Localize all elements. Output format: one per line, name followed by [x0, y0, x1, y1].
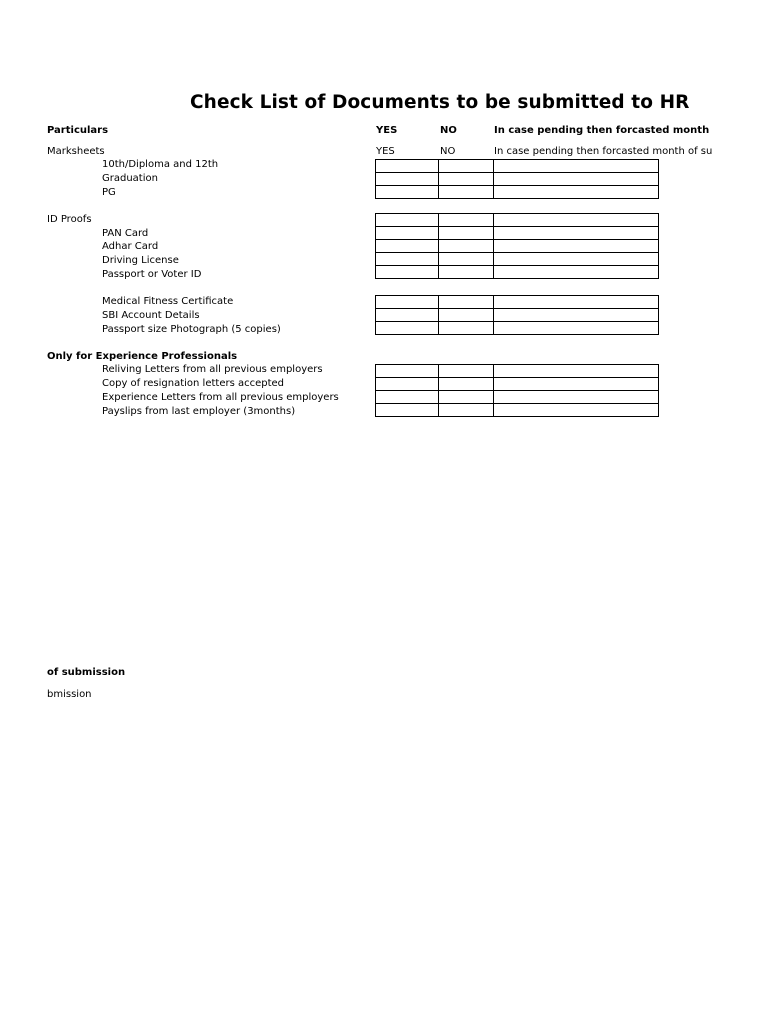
yes-cell[interactable] — [376, 309, 439, 322]
header-yes: YES — [376, 125, 398, 136]
marksheets-yes: YES — [376, 146, 395, 157]
yes-cell[interactable] — [376, 214, 439, 227]
no-cell[interactable] — [439, 253, 494, 266]
yes-cell[interactable] — [376, 227, 439, 240]
yes-cell[interactable] — [376, 253, 439, 266]
table-row — [376, 266, 659, 279]
month-cell[interactable] — [494, 227, 659, 240]
no-cell[interactable] — [439, 391, 494, 404]
experience-item-payslips: Payslips from last employer (3months) — [102, 406, 296, 417]
no-cell[interactable] — [439, 186, 494, 199]
marksheets-forecast-month: In case pending then forcasted month of su — [494, 146, 713, 157]
table-row — [376, 240, 659, 253]
table-row — [376, 404, 659, 417]
table-row — [376, 365, 659, 378]
table-row — [376, 160, 659, 173]
table-row — [376, 378, 659, 391]
no-cell[interactable] — [439, 160, 494, 173]
yes-cell[interactable] — [376, 186, 439, 199]
experience-item-experience-letters: Experience Letters from all previous employers — [102, 392, 339, 403]
month-cell[interactable] — [494, 404, 659, 417]
no-cell[interactable] — [439, 266, 494, 279]
other-doc-item-photograph: Passport size Photograph (5 copies) — [102, 324, 281, 335]
yes-cell[interactable] — [376, 173, 439, 186]
table-row — [376, 173, 659, 186]
experience-item-reliving-letters: Reliving Letters from all previous employers — [102, 364, 323, 375]
header-forecast-month: In case pending then forcasted month — [494, 125, 710, 136]
no-cell[interactable] — [439, 214, 494, 227]
page-title: Check List of Documents to be submitted to HR — [190, 92, 690, 113]
no-cell[interactable] — [439, 227, 494, 240]
yes-cell[interactable] — [376, 391, 439, 404]
table-row — [376, 309, 659, 322]
month-cell[interactable] — [494, 253, 659, 266]
header-particulars: Particulars — [47, 125, 109, 136]
month-cell[interactable] — [494, 391, 659, 404]
no-cell[interactable] — [439, 378, 494, 391]
id-proof-item-adhar: Adhar Card — [102, 241, 159, 252]
yes-cell[interactable] — [376, 322, 439, 335]
other-doc-item-medical: Medical Fitness Certificate — [102, 296, 234, 307]
no-cell[interactable] — [439, 240, 494, 253]
no-cell[interactable] — [439, 309, 494, 322]
marksheet-item-10th-12th: 10th/Diploma and 12th — [102, 159, 219, 170]
yes-cell[interactable] — [376, 378, 439, 391]
month-cell[interactable] — [494, 322, 659, 335]
id-proofs-grid — [375, 213, 659, 279]
marksheet-item-graduation: Graduation — [102, 173, 158, 184]
section-id-proofs-label: ID Proofs — [47, 214, 92, 225]
month-cell[interactable] — [494, 240, 659, 253]
section-marksheets-label: Marksheets — [47, 146, 105, 157]
no-cell[interactable] — [439, 322, 494, 335]
no-cell[interactable] — [439, 404, 494, 417]
month-cell[interactable] — [494, 309, 659, 322]
month-cell[interactable] — [494, 214, 659, 227]
yes-cell[interactable] — [376, 160, 439, 173]
overflow-text-row: bmission — [47, 689, 92, 700]
yes-cell[interactable] — [376, 296, 439, 309]
other-docs-grid — [375, 295, 659, 335]
marksheets-grid — [375, 159, 659, 199]
yes-cell[interactable] — [376, 404, 439, 417]
month-cell[interactable] — [494, 266, 659, 279]
id-proof-item-driving-license: Driving License — [102, 255, 179, 266]
yes-cell[interactable] — [376, 240, 439, 253]
table-row — [376, 391, 659, 404]
overflow-text-header: of submission — [47, 667, 126, 678]
yes-cell[interactable] — [376, 365, 439, 378]
no-cell[interactable] — [439, 365, 494, 378]
section-experience-label: Only for Experience Professionals — [47, 351, 238, 362]
table-row — [376, 322, 659, 335]
id-proof-item-pan: PAN Card — [102, 228, 149, 239]
table-row — [376, 214, 659, 227]
table-row — [376, 253, 659, 266]
id-proof-item-passport-voter: Passport or Voter ID — [102, 269, 202, 280]
experience-grid — [375, 364, 659, 417]
month-cell[interactable] — [494, 378, 659, 391]
month-cell[interactable] — [494, 365, 659, 378]
marksheet-item-pg: PG — [102, 187, 116, 198]
other-doc-item-sbi: SBI Account Details — [102, 310, 200, 321]
month-cell[interactable] — [494, 173, 659, 186]
no-cell[interactable] — [439, 296, 494, 309]
table-row — [376, 227, 659, 240]
month-cell[interactable] — [494, 160, 659, 173]
yes-cell[interactable] — [376, 266, 439, 279]
month-cell[interactable] — [494, 296, 659, 309]
table-row — [376, 186, 659, 199]
marksheets-no: NO — [440, 146, 456, 157]
month-cell[interactable] — [494, 186, 659, 199]
table-row — [376, 296, 659, 309]
experience-item-resignation-letters: Copy of resignation letters accepted — [102, 378, 285, 389]
no-cell[interactable] — [439, 173, 494, 186]
header-no: NO — [440, 125, 457, 136]
